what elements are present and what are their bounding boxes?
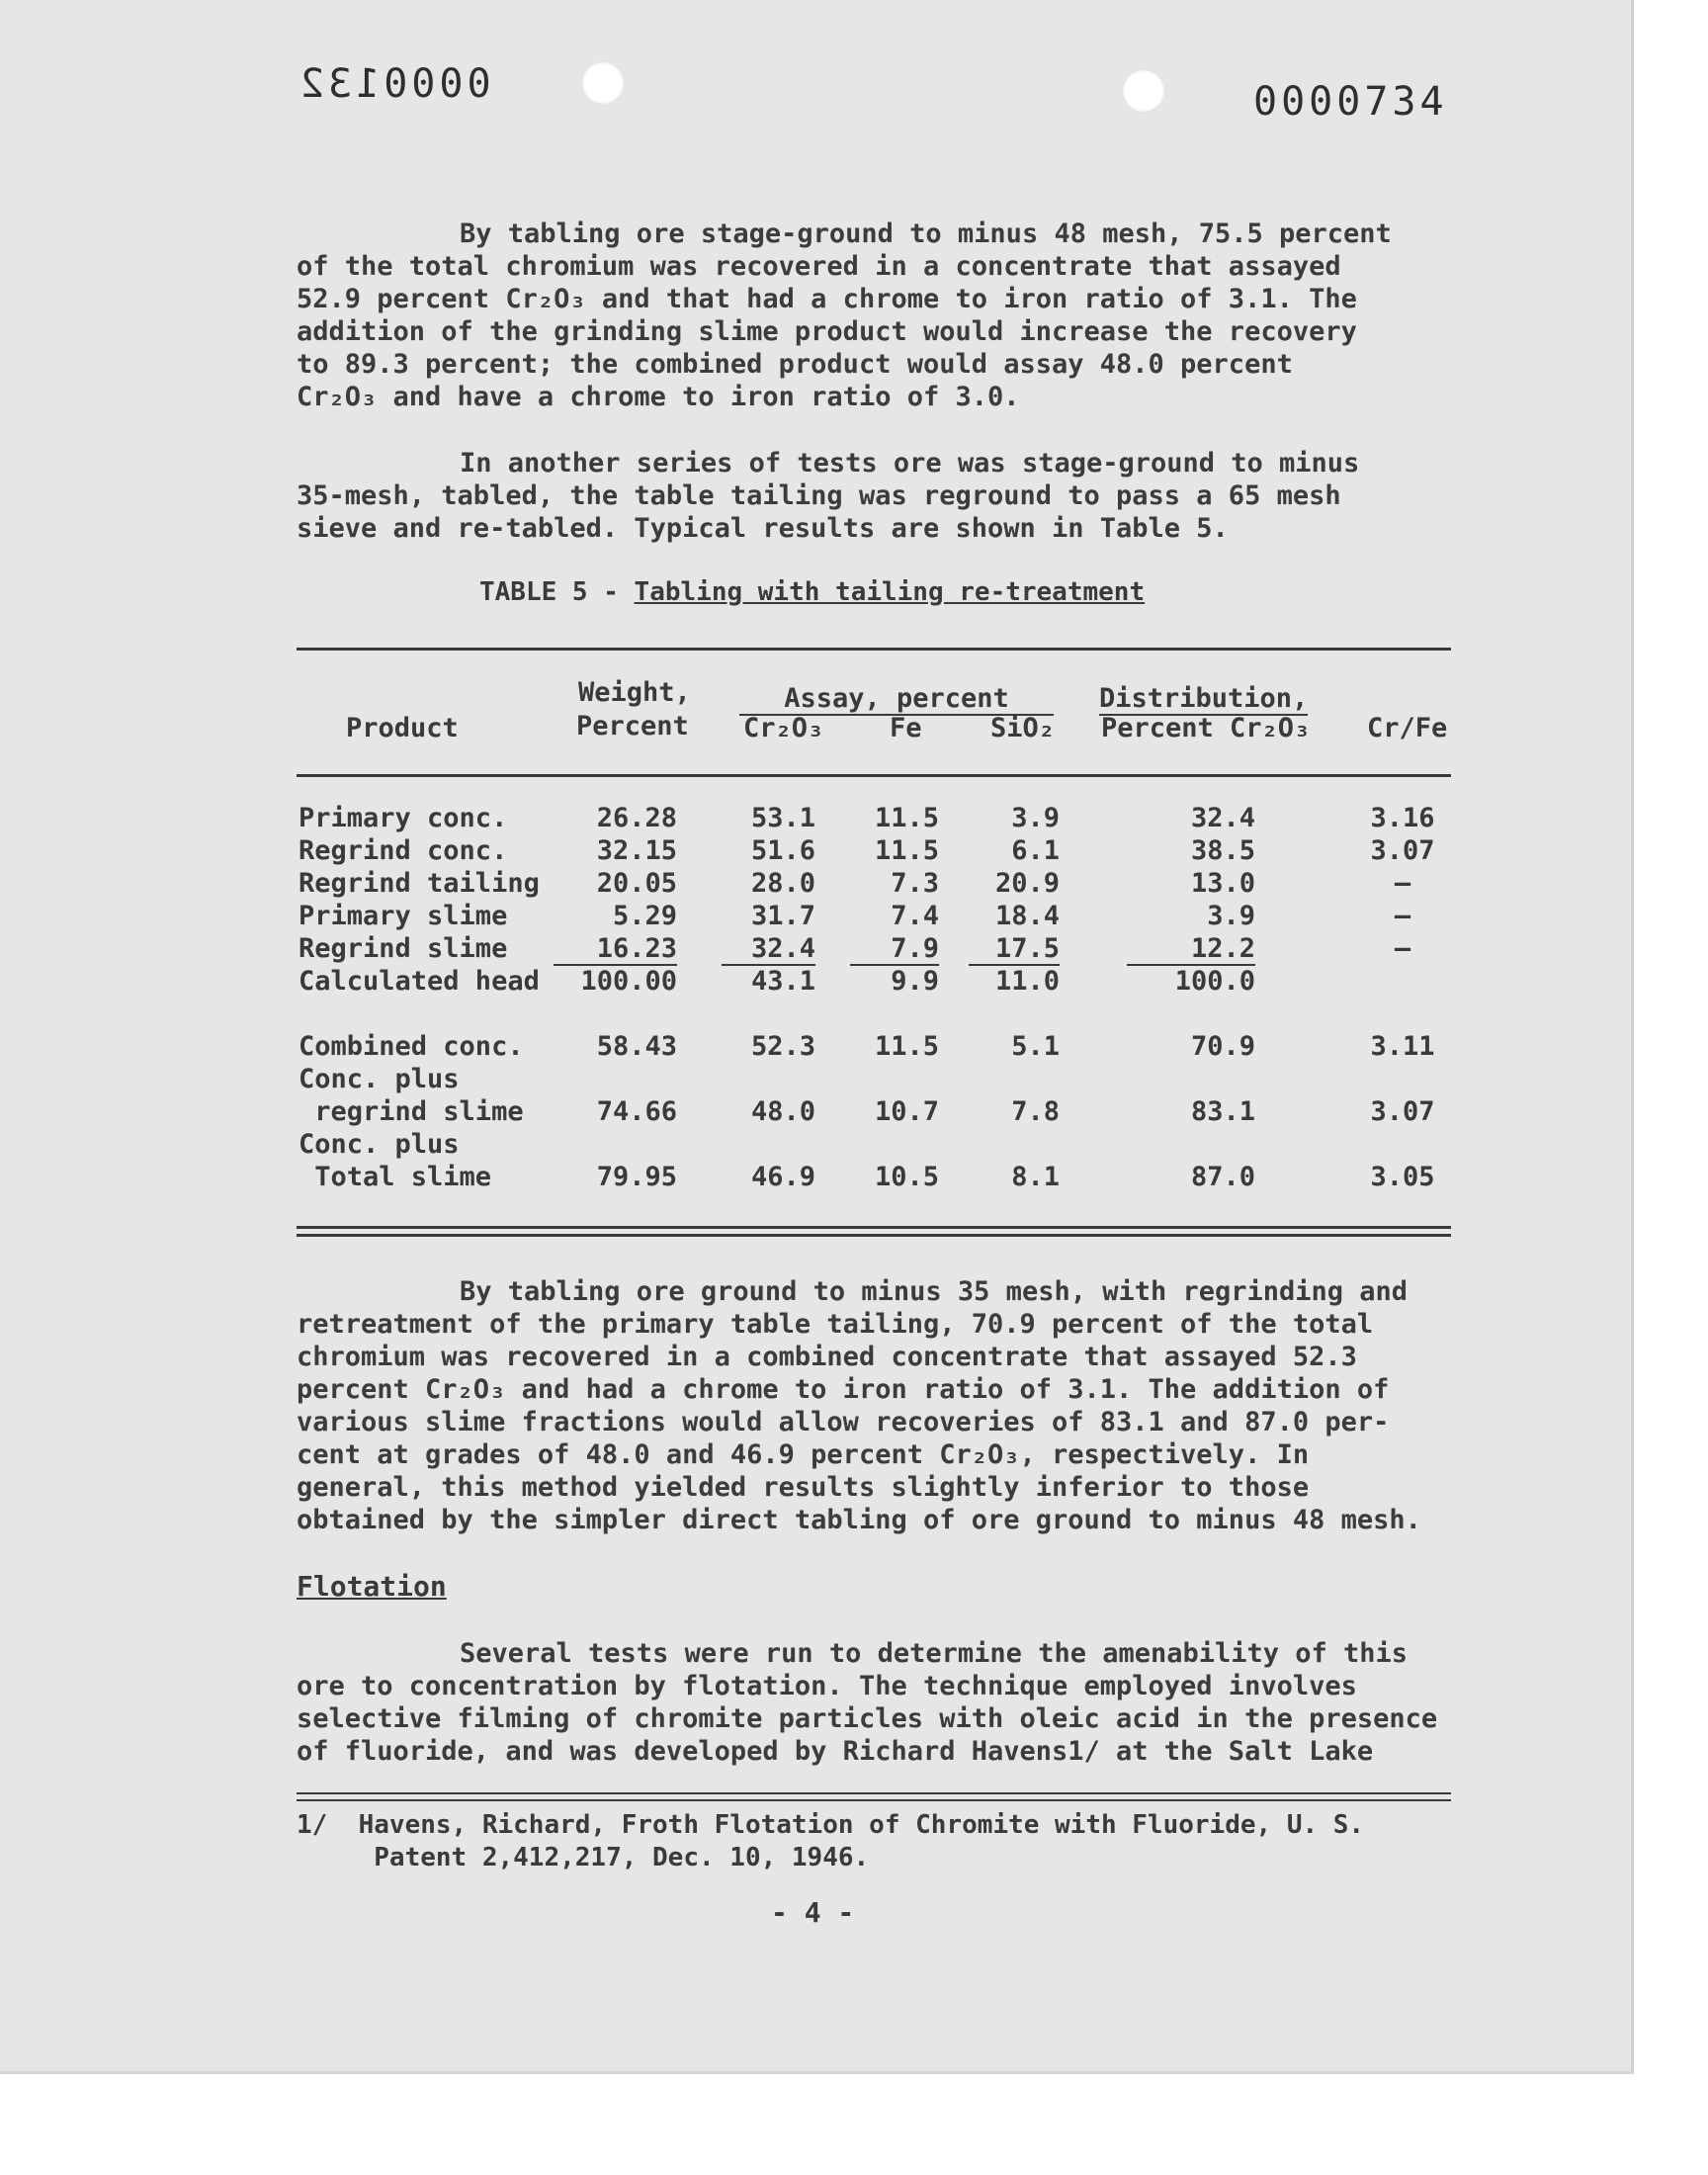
cell-cr-fe: 3.07 (1370, 835, 1435, 866)
text-line: of the total chromium was recovered in a concentrate that assayed (297, 251, 1341, 282)
cell-cr-fe: 3.11 (1370, 1031, 1435, 1062)
cell-weight: 100.00 (580, 966, 677, 997)
cell-fe: 9.9 (891, 966, 939, 997)
cell-weight: 20.05 (596, 868, 677, 899)
cell-distribution: 32.4 (1190, 803, 1255, 833)
cell-fe: 10.5 (874, 1162, 939, 1192)
footnote-rule-2 (297, 1799, 1451, 1801)
cell-distribution: 87.0 (1190, 1162, 1255, 1192)
table-header-rule (297, 774, 1451, 777)
header-fe: Fe (890, 713, 922, 743)
text-line: selective filming of chromite particles with oleic acid in the presence (297, 1703, 1438, 1734)
table-caption (479, 577, 1145, 607)
cell-sio2: 3.9 (1011, 803, 1060, 833)
table-bottom-rule-1 (297, 1226, 1451, 1229)
header-cr2o3: Cr₂O₃ (743, 713, 824, 743)
cell-product: Conc. plus (299, 1129, 460, 1160)
paragraph-3 (297, 1275, 1421, 1536)
page-number: - 4 - (771, 1896, 855, 1929)
footnote-line: Patent 2,412,217, Dec. 10, 1946. (297, 1843, 870, 1872)
header-assay-group: Assay, percent (739, 683, 1054, 716)
cell-weight: 26.28 (596, 803, 677, 833)
text-line: cent at grades of 48.0 and 46.9 percent Cr₂O₃, respectively. In (297, 1439, 1310, 1470)
punch-hole-left (581, 61, 625, 105)
text-line: sieve and re-tabled. Typical results are shown in Table 5. (297, 513, 1229, 544)
cell-sio2: 20.9 (994, 868, 1060, 899)
paragraph-4 (297, 1637, 1437, 1768)
text-line: obtained by the simpler direct tabling of ore ground to minus 48 mesh. (297, 1505, 1421, 1535)
cell-fe: 11.5 (874, 803, 939, 833)
header-weight-line1: Weight, (578, 677, 691, 708)
cell-cr-fe: — (1394, 868, 1411, 899)
header-distribution-line2: Percent Cr₂O₃ (1101, 713, 1311, 743)
text-line: By tabling ore stage-ground to minus 48 mesh, 75.5 percent (460, 218, 1392, 249)
text-line: Several tests were run to determine the amenability of this (460, 1638, 1409, 1669)
cell-sio2: 18.4 (994, 901, 1060, 931)
table-top-rule (297, 648, 1451, 651)
cell-fe: 7.9 (850, 933, 939, 966)
cell-fe: 11.5 (874, 835, 939, 866)
mirrored-document-number: 0000132 (297, 61, 491, 107)
cell-cr-fe: 3.07 (1370, 1096, 1435, 1127)
cell-sio2: 7.8 (1011, 1096, 1060, 1127)
text-line: By tabling ore ground to minus 35 mesh, with regrinding and (460, 1276, 1409, 1307)
punch-hole-right (1122, 69, 1165, 113)
cell-distribution: 100.0 (1174, 966, 1255, 997)
cell-cr2o3: 31.7 (750, 901, 815, 931)
paragraph-1 (297, 218, 1392, 413)
cell-product: Combined conc. (299, 1031, 524, 1062)
cell-cr2o3: 28.0 (750, 868, 815, 899)
cell-cr2o3: 48.0 (750, 1096, 815, 1127)
cell-product: Primary conc. (299, 803, 508, 833)
cell-product: Primary slime (299, 901, 508, 931)
text-line: various slime fractions would allow recoveries of 83.1 and 87.0 per- (297, 1407, 1390, 1437)
cell-weight: 5.29 (612, 901, 677, 931)
cell-sio2: 6.1 (1011, 835, 1060, 866)
cell-cr-fe: 3.16 (1370, 803, 1435, 833)
footnote-line: 1/ Havens, Richard, Froth Flotation of Chromite with Fluoride, U. S. (297, 1810, 1365, 1840)
document-number: 0000734 (1253, 79, 1448, 125)
cell-fe: 11.5 (874, 1031, 939, 1062)
paragraph-2 (297, 447, 1359, 545)
text-line: of fluoride, and was developed by Richard Havens1/ at the Salt Lake (297, 1736, 1374, 1767)
table-row (0, 868, 1631, 901)
text-line: 52.9 percent Cr₂O₃ and that had a chrome to iron ratio of 3.1. The (297, 284, 1357, 314)
text-line: In another series of tests ore was stage-ground to minus (460, 448, 1360, 478)
cell-cr-fe: 3.05 (1370, 1162, 1435, 1192)
header-cr-fe: Cr/Fe (1367, 713, 1448, 743)
footnote (297, 1809, 1364, 1874)
section-heading: Flotation (297, 1570, 447, 1603)
cell-weight: 32.15 (596, 835, 677, 866)
cell-distribution: 38.5 (1190, 835, 1255, 866)
table-row (0, 1064, 1631, 1096)
header-distribution-line1: Distribution, (1099, 683, 1309, 714)
table-caption-prefix: TABLE 5 - (479, 577, 635, 607)
table-row (0, 1162, 1631, 1194)
text-line: ore to concentration by flotation. The technique employed involves (297, 1671, 1357, 1701)
cell-weight: 74.66 (596, 1096, 677, 1127)
cell-cr2o3: 43.1 (750, 966, 815, 997)
cell-product: regrind slime (299, 1096, 524, 1127)
table-row (0, 1129, 1631, 1162)
cell-product: Total slime (299, 1162, 492, 1192)
cell-product: Regrind slime (299, 933, 508, 964)
cell-weight: 79.95 (596, 1162, 677, 1192)
table-bottom-rule-2 (297, 1234, 1451, 1237)
table-row (0, 803, 1631, 835)
table-row (0, 1096, 1631, 1129)
cell-cr2o3: 46.9 (750, 1162, 815, 1192)
cell-distribution: 70.9 (1190, 1031, 1255, 1062)
text-line: 35-mesh, tabled, the table tailing was reground to pass a 65 mesh (297, 480, 1341, 511)
cell-cr-fe: — (1394, 933, 1411, 964)
table-row (0, 966, 1631, 999)
footnote-rule-1 (297, 1792, 1451, 1794)
cell-product: Regrind conc. (299, 835, 508, 866)
cell-weight: 58.43 (596, 1031, 677, 1062)
cell-cr2o3: 32.4 (722, 933, 815, 966)
table-row (0, 901, 1631, 933)
cell-weight: 16.23 (554, 933, 677, 966)
cell-product: Conc. plus (299, 1064, 460, 1094)
cell-distribution: 13.0 (1190, 868, 1255, 899)
text-line: percent Cr₂O₃ and had a chrome to iron ratio of 3.1. The addition of (297, 1374, 1390, 1405)
cell-sio2: 5.1 (1011, 1031, 1060, 1062)
cell-fe: 7.3 (891, 868, 939, 899)
header-weight-line2: Percent (576, 711, 689, 741)
table-caption-title: Tabling with tailing re-treatment (634, 577, 1146, 607)
text-line: Cr₂O₃ and have a chrome to iron ratio of 3.0. (297, 382, 1020, 412)
cell-cr2o3: 53.1 (750, 803, 815, 833)
text-line: general, this method yielded results slightly inferior to those (297, 1472, 1310, 1503)
text-line: addition of the grinding slime product would increase the recovery (297, 316, 1357, 347)
cell-product: Regrind tailing (299, 868, 540, 899)
cell-sio2: 17.5 (969, 933, 1060, 966)
table-row (0, 1031, 1631, 1064)
text-line: retreatment of the primary table tailing, 70.9 percent of the total (297, 1309, 1374, 1340)
cell-cr2o3: 51.6 (750, 835, 815, 866)
cell-sio2: 11.0 (994, 966, 1060, 997)
cell-fe: 10.7 (874, 1096, 939, 1127)
cell-distribution: 3.9 (1207, 901, 1255, 931)
cell-cr-fe: — (1394, 901, 1411, 931)
header-product: Product (346, 713, 459, 743)
table-header (0, 675, 1631, 774)
table-row (0, 835, 1631, 868)
text-line: to 89.3 percent; the combined product would assay 48.0 percent (297, 349, 1293, 380)
cell-sio2: 8.1 (1011, 1162, 1060, 1192)
cell-distribution: 12.2 (1127, 933, 1255, 966)
cell-distribution: 83.1 (1190, 1096, 1255, 1127)
header-sio2: SiO₂ (990, 713, 1056, 743)
cell-product: Calculated head (299, 966, 540, 997)
cell-cr2o3: 52.3 (750, 1031, 815, 1062)
cell-fe: 7.4 (891, 901, 939, 931)
text-line: chromium was recovered in a combined concentrate that assayed 52.3 (297, 1342, 1357, 1372)
table-row (0, 933, 1631, 966)
